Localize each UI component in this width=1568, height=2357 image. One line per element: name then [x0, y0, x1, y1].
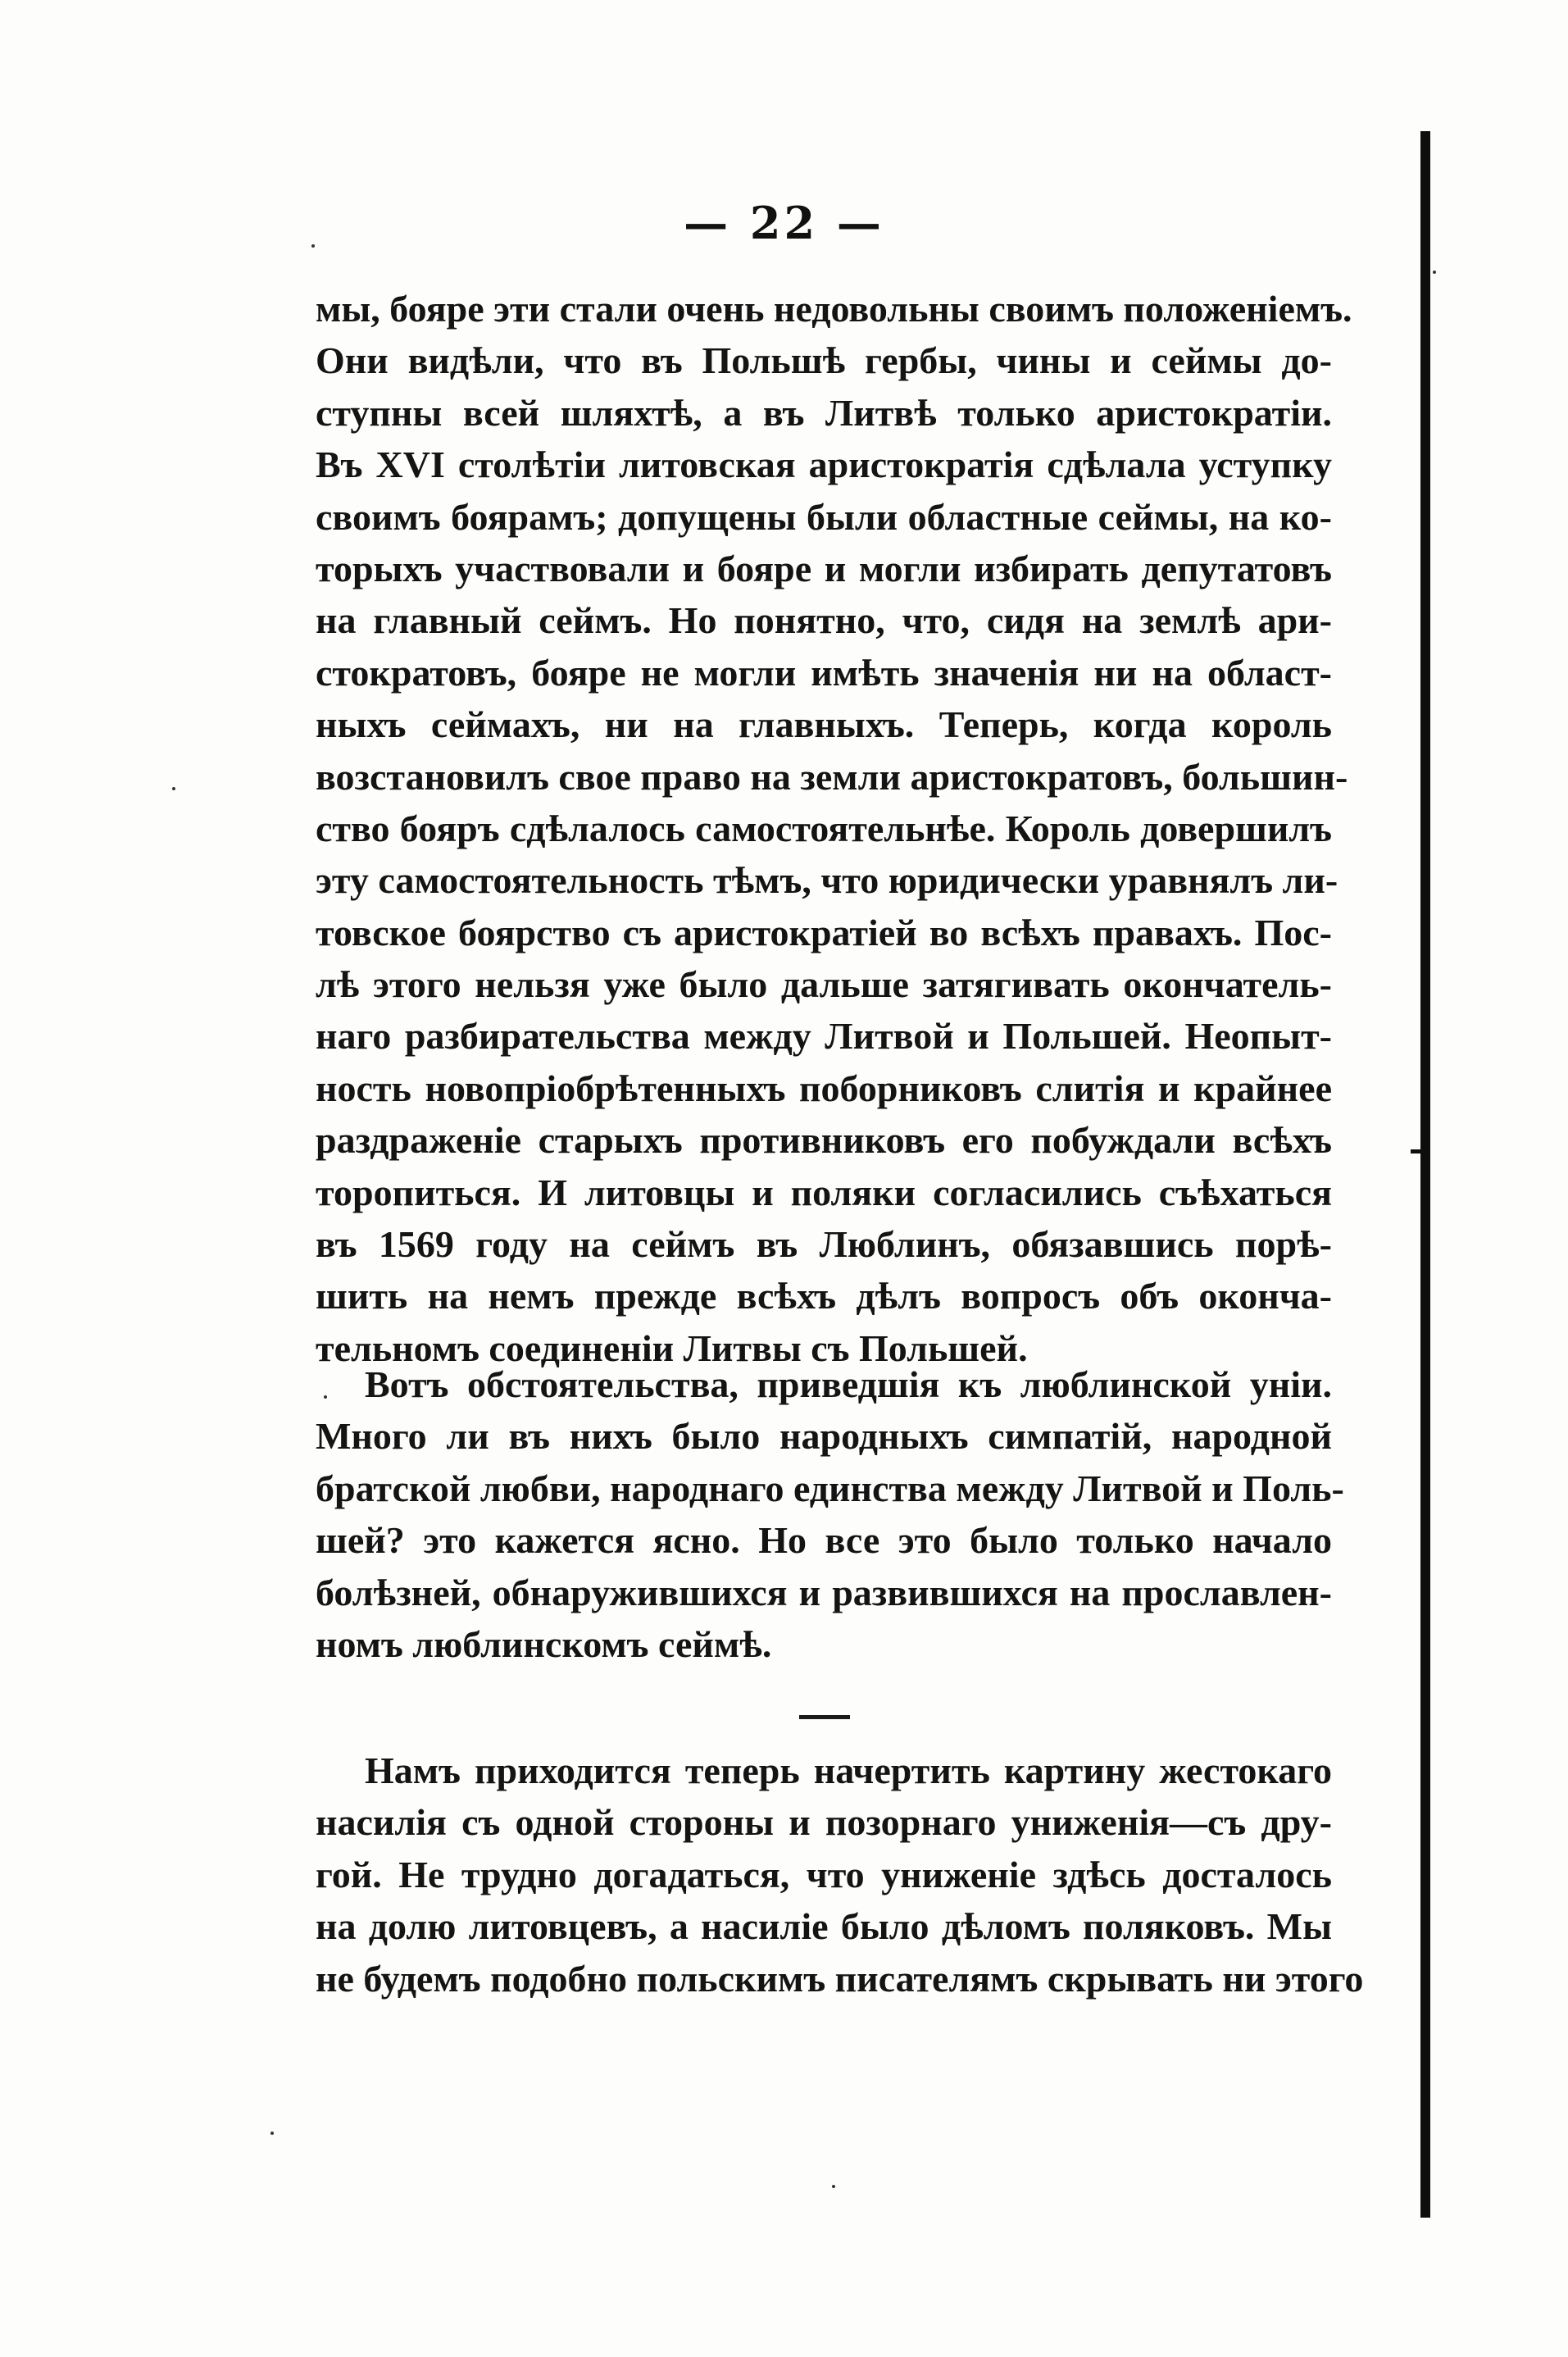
text-line: ство бояръ сдѣлалось самостоятельнѣе. Король довершилъ	[316, 807, 1332, 849]
text-line: Въ XVI столѣтiи литовская аристократiя сдѣлала уступку	[316, 444, 1332, 486]
text-line: номъ люблинскомъ сеймѣ.	[316, 1622, 772, 1665]
text-line: на главный сеймъ. Но понятно, что, сидя на землѣ ари-	[316, 599, 1332, 642]
text-line: тельномъ соединенiи Литвы съ Польшей.	[316, 1326, 1028, 1369]
text-line: наго разбирательства между Литвой и Польшей. Неопыт-	[316, 1015, 1332, 1058]
scan-speck	[172, 787, 175, 790]
scan-speck	[832, 2185, 835, 2188]
text-line: въ 1569 году на сеймъ въ Люблинъ, обязавшись порѣ-	[316, 1223, 1332, 1266]
section-separator	[799, 1715, 850, 1719]
text-line: ность новопрiобрѣтенныхъ поборниковъ слитiя и крайнее	[316, 1067, 1332, 1109]
scan-speck	[324, 1395, 327, 1399]
text-line: Они видѣли, что въ Польшѣ гербы, чины и сеймы до-	[316, 339, 1332, 382]
text-line: насилiя съ одной стороны и позорнаго униженiя—съ дру-	[316, 1801, 1332, 1844]
text-line: раздраженiе старыхъ противниковъ его побуждали всѣхъ	[316, 1119, 1332, 1162]
text-line: ныхъ сеймахъ, ни на главныхъ. Теперь, когда король	[316, 703, 1332, 746]
text-line: Намъ приходится теперь начертить картину жестокаго	[365, 1750, 1332, 1791]
text-line: болѣзней, обнаружившихся и развившихся на прославлен-	[316, 1571, 1332, 1613]
text-line: товское боярство съ аристократiей во всѣхъ правахъ. Пос-	[316, 911, 1332, 953]
page-edge-tick	[1411, 1149, 1430, 1153]
scan-speck	[1433, 271, 1436, 274]
text-line: мы, бояре эти стали очень недовольны своимъ положенiемъ.	[316, 288, 1352, 330]
text-line: шей? это кажется ясно. Но все это было только начало	[316, 1519, 1332, 1562]
text-line: торыхъ участвовали и бояре и могли избирать депутатовъ	[316, 547, 1332, 589]
page-edge-rule	[1420, 131, 1430, 2218]
text-line: не будемъ подобно польскимъ писателямъ скрывать ни этого	[316, 1957, 1364, 2000]
text-line: гой. Не трудно догадаться, что униженiе здѣсь досталось	[316, 1853, 1332, 1895]
text-line: возстановилъ свое право на земли аристократовъ, большин-	[316, 755, 1348, 798]
text-line: ступны всей шляхтѣ, а въ Литвѣ только аристократiи.	[316, 391, 1332, 434]
text-line: своимъ боярамъ; допущены были областные сеймы, на ко-	[316, 495, 1332, 538]
page-number: — 22 —	[684, 197, 884, 249]
text-line: торопиться. И литовцы и поляки согласились съѣхаться	[316, 1171, 1332, 1213]
scan-speck	[311, 244, 315, 248]
paragraph-1	[316, 283, 1352, 1374]
scan-speck	[270, 2132, 274, 2135]
paragraph-3	[316, 1745, 1364, 2004]
text-line: стократовъ, бояре не могли имѣть значенiя ни на област-	[316, 651, 1332, 694]
text-line: лѣ этого нельзя уже было дальше затягивать окончатель-	[316, 963, 1332, 1006]
text-line: Вотъ обстоятельства, приведшiя къ люблинской унiи.	[365, 1363, 1332, 1405]
text-line: шить на немъ прежде всѣхъ дѣлъ вопросъ объ оконча-	[316, 1275, 1332, 1317]
text-line: эту самостоятельность тѣмъ, что юридически уравнялъ ли-	[316, 859, 1338, 902]
text-line: братской любви, народнаго единства между Литвой и Поль-	[316, 1467, 1344, 1509]
paragraph-2	[316, 1358, 1344, 1670]
text-line: Много ли въ нихъ было народныхъ симпатiй, народной	[316, 1415, 1332, 1458]
text-line: на долю литовцевъ, а насилiе было дѣломъ поляковъ. Мы	[316, 1905, 1332, 1948]
